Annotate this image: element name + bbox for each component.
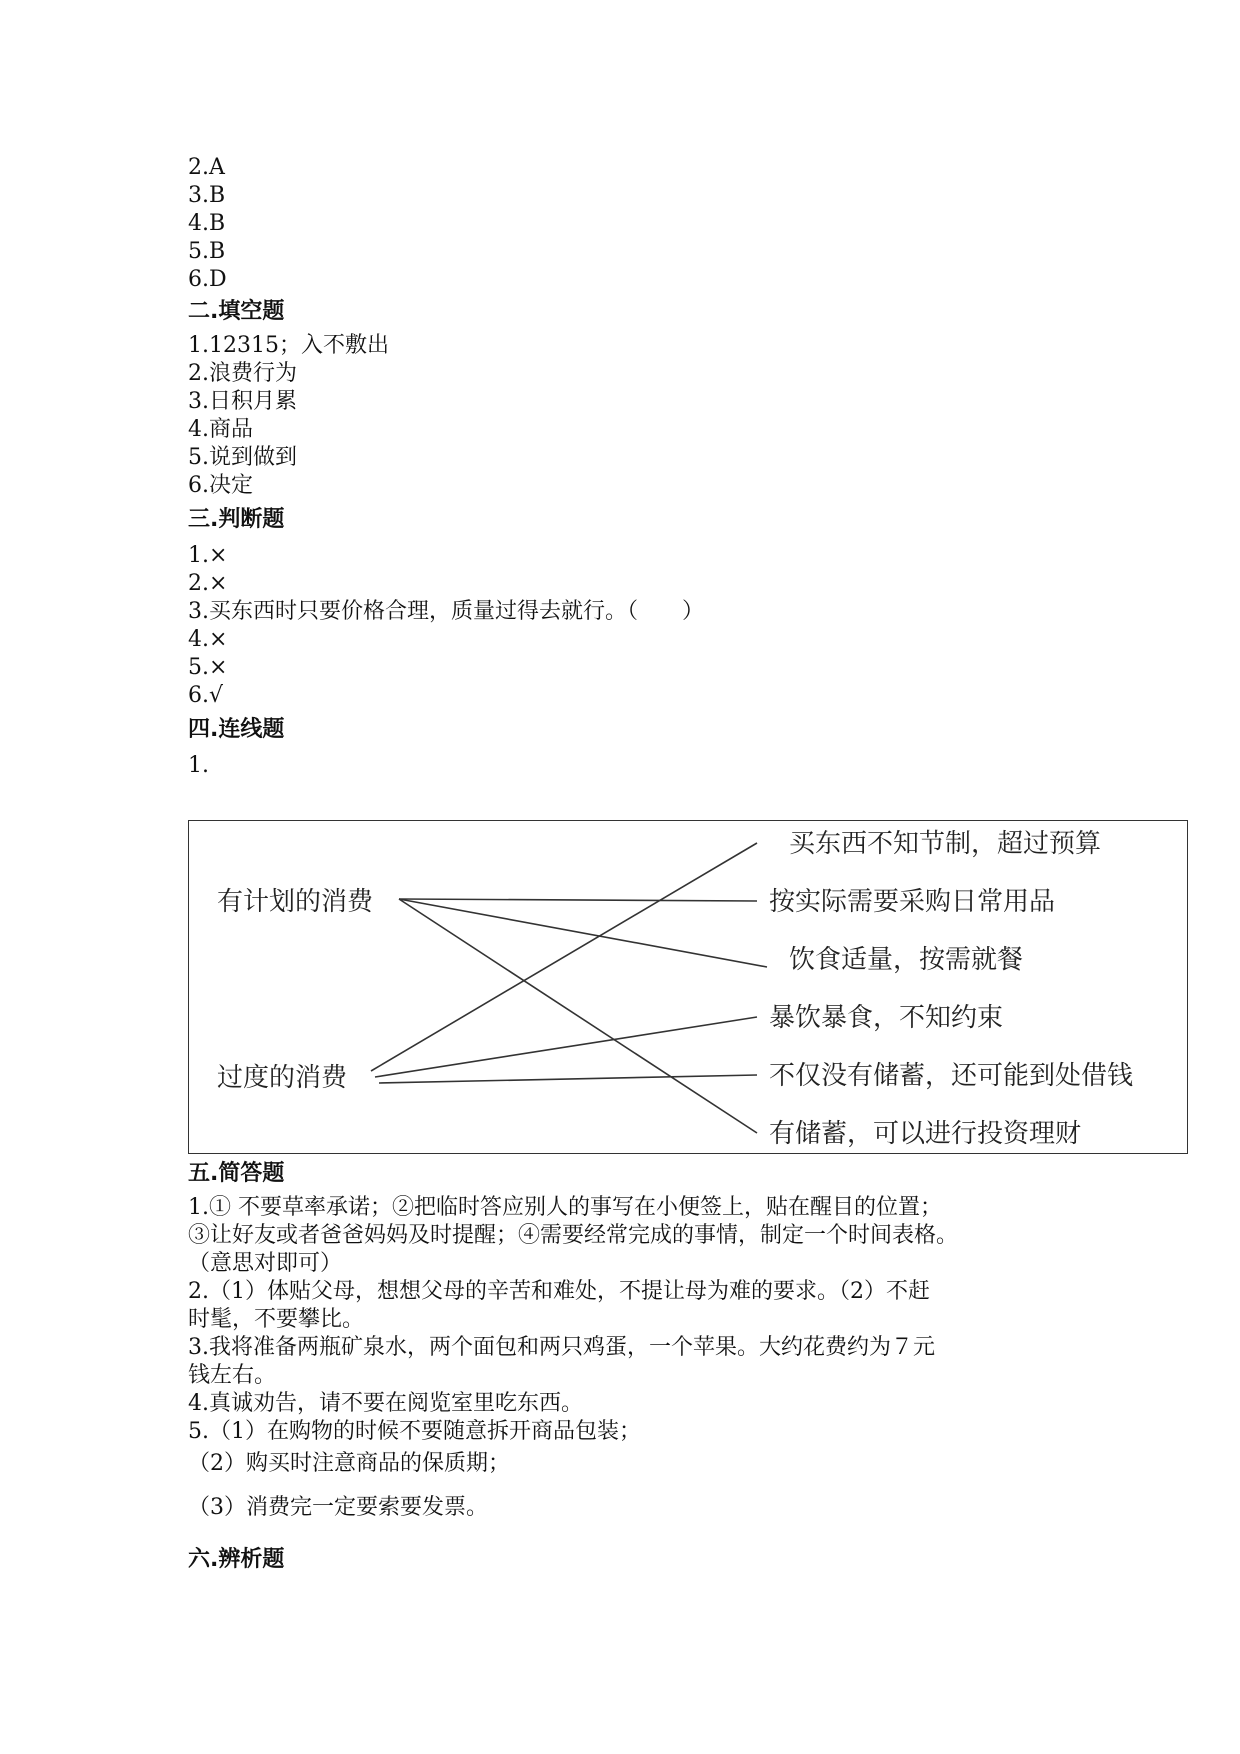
right-description: 暴饮暴食，不知约束 — [769, 1003, 1004, 1033]
section-heading-fill-blank: 二.填空题 — [188, 299, 285, 324]
right-description: 不仅没有储蓄，还可能到处借钱 — [769, 1061, 1134, 1091]
answer-line: 3.买东西时只要价格合理，质量过得去就行。（ ） — [188, 599, 704, 624]
section-heading-matching: 四.连线题 — [188, 717, 285, 742]
answer-line: （意思对即可） — [188, 1251, 343, 1276]
answer-line: 5.说到做到 — [188, 445, 297, 470]
answer-line: 2.（1）体贴父母，想想父母的辛苦和难处，不提让母为难的要求。（2）不赶 — [188, 1279, 930, 1304]
section-heading-short-answer: 五.简答题 — [188, 1161, 285, 1186]
left-term: 有计划的消费 — [217, 887, 374, 917]
connection-line — [399, 899, 767, 967]
matching-lines-canvas — [189, 821, 1189, 1155]
right-description: 买东西不知节制，超过预算 — [789, 829, 1102, 859]
answer-line: 2.浪费行为 — [188, 361, 297, 386]
connection-line — [399, 899, 757, 901]
answer-line: （2）购买时注意商品的保质期； — [188, 1451, 510, 1476]
answer-line: 4.商品 — [188, 417, 253, 442]
matching-diagram — [188, 820, 1188, 1154]
connection-line — [399, 899, 757, 1133]
answer-line: 2.× — [188, 571, 228, 596]
answer-line: 3.B — [188, 183, 226, 208]
answer-line: 时髦，不要攀比。 — [188, 1307, 365, 1332]
answer-line: 5.× — [188, 655, 228, 680]
right-description: 有储蓄，可以进行投资理财 — [769, 1119, 1082, 1149]
answer-line: 钱左右。 — [188, 1363, 277, 1388]
answer-line: 2.A — [188, 155, 225, 180]
left-term: 过度的消费 — [217, 1063, 348, 1093]
answer-line: 6.决定 — [188, 473, 253, 498]
connection-line — [375, 1017, 757, 1077]
answer-line: 1.① 不要草率承诺；②把临时答应别人的事写在小便签上，贴在醒目的位置； — [188, 1195, 942, 1220]
answer-line: 5.（1）在购物的时候不要随意拆开商品包装； — [188, 1419, 641, 1444]
connection-line — [379, 1075, 757, 1083]
answer-line: 1.× — [188, 543, 228, 568]
answer-line: ③让好友或者爸爸妈妈及时提醒；④需要经常完成的事情，制定一个时间表格。 — [188, 1223, 959, 1248]
answer-line: （3）消费完一定要索要发票。 — [188, 1495, 488, 1520]
answer-line: 6.√ — [188, 683, 224, 708]
answer-line: 1.12315；入不敷出 — [188, 333, 389, 358]
question-number: 1. — [188, 753, 209, 778]
answer-line: 6.D — [188, 267, 227, 292]
answer-line: 3.我将准备两瓶矿泉水，两个面包和两只鸡蛋，一个苹果。大约花费约为７元 — [188, 1335, 935, 1360]
answer-line: 3.日积月累 — [188, 389, 297, 414]
section-heading-true-false: 三.判断题 — [188, 507, 285, 532]
right-description: 饮食适量，按需就餐 — [789, 945, 1024, 975]
answer-line: 4.B — [188, 211, 226, 236]
section-heading-analysis: 六.辨析题 — [188, 1547, 285, 1572]
answer-line: 5.B — [188, 239, 226, 264]
answer-line: 4.真诚劝告，请不要在阅览室里吃东西。 — [188, 1391, 583, 1416]
answer-line: 4.× — [188, 627, 228, 652]
connection-line — [371, 843, 757, 1071]
right-description: 按实际需要采购日常用品 — [769, 887, 1056, 917]
